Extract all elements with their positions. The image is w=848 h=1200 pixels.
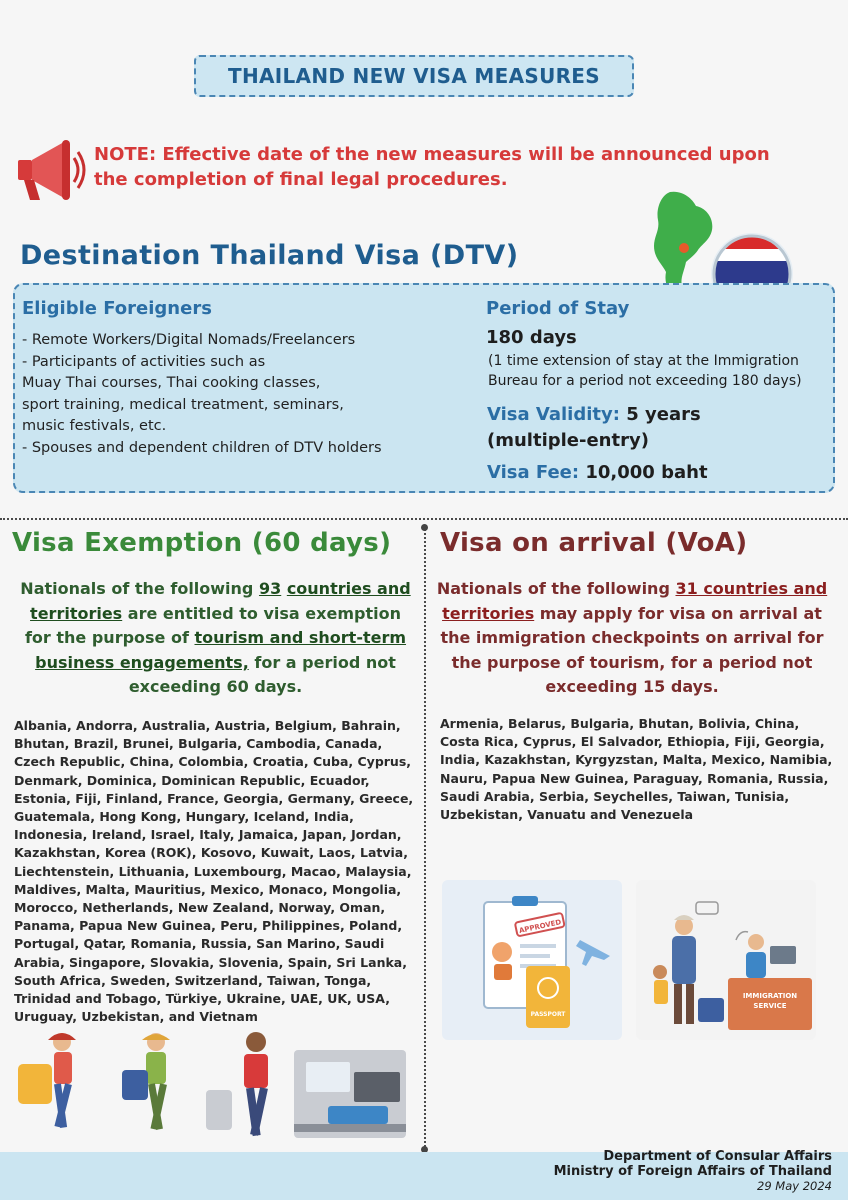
voa-count: 31 countries and territories: [442, 579, 828, 623]
divider-dot: [421, 524, 428, 531]
validity-value: 5 years: [626, 404, 701, 425]
list-item: music festivals, etc.: [22, 418, 167, 434]
fee-label: Visa Fee:: [487, 462, 580, 483]
stay-value: 180 days: [486, 327, 577, 348]
exemption-purpose: tourism and short-term business engagements,: [35, 628, 407, 672]
exemption-countries-label: countries and territories: [30, 579, 411, 623]
passport-label: PASSPORT: [530, 1011, 566, 1018]
immigration-illustration: [636, 880, 816, 1040]
list-item: sport training, medical treatment, seminars,: [22, 396, 344, 413]
stay-heading: Period of Stay: [486, 298, 630, 319]
validity-label: Visa Validity:: [487, 404, 620, 425]
effective-date-note: [94, 142, 834, 192]
voa-country-list: Armenia, Belarus, Bulgaria, Bhutan, Bolivia, China, Costa Rica, Cyprus, El Salvador, Ethiopia, Fiji, Georgia, India, Kazakhstan, Kyrgyzstan, Malta, Mexico, Namibia, Nauru, Papua New Guinea, Paraguay, Romania, Russia, Saudi Arabia, Serbia, Seychelles, Taiwan, Tunisia, Uzbekistan, Vanuatu and Venezuela: [440, 716, 833, 823]
exemption-country-list: Albania, Andorra, Australia, Austria, Belgium, Bahrain, Bhutan, Brazil, Brunei, Bulgaria, Cambodia, Canada, Czech Republic, China, Colombia, Croatia, Cuba, Cyprus, Denmark, Dominica, Dominican Republic, Ecuador, Estonia, Fiji, Finland, France, Georgia, Germany, Greece, Guatemala, Hong Kong, Hungary, Iceland, India, Indonesia, Ireland, Israel, Italy, Jamaica, Japan, Jordan, Kazakhstan, Korea (ROK), Kosovo, Kuwait, Laos, Latvia, Liechtenstein, Lithuania, Luxembourg, Macao, Malaysia, Maldives, Malta, Mauritius, Mexico, Monaco, Mongolia, Morocco, Netherlands, New Zealand, Norway, Oman, Panama, Papua New Guinea, Peru, Philippines, Poland, Portugal, Qatar, Romania, Russia, San Marino, Saudi Arabia, Singapore, Slovakia, Slovenia, Spain, Sri Lanka, South Africa, Sweden, Switzerland, Taiwan, Tonga, Trinidad and Tobago, Türkiye, Ukraine, UAE, UK, USA, Uruguay, Uzbekistan, and Vietnam: [14, 718, 414, 1025]
footer-department: Department of Consular Affairs: [603, 1149, 832, 1164]
list-item: - Spouses and dependent children of DTV holders: [22, 439, 382, 456]
exemption-heading: Visa Exemption (60 days): [12, 528, 392, 558]
note-line-1: NOTE: Effective date of the new measures will be announced upon: [94, 144, 770, 165]
exemption-count: 93: [258, 579, 282, 598]
visa-validity: [487, 402, 701, 454]
footer-date: 29 May 2024: [757, 1179, 832, 1193]
exemption-intro: [18, 577, 413, 700]
megaphone-icon: [12, 132, 88, 208]
voa-intro-a: Nationals of the following: [436, 579, 670, 598]
approved-stamp-text: APPROVED: [518, 918, 562, 935]
immigration-label-2: SERVICE: [753, 1002, 787, 1010]
horizontal-divider: [0, 518, 848, 520]
voa-intro-c: may apply for visa on arrival at the immigration checkpoints on arrival for the purpose of tourism, for a period not exceeding 15 days.: [440, 603, 824, 696]
list-item: - Remote Workers/Digital Nomads/Freelancers: [22, 332, 356, 348]
travelers-illustration: [10, 1020, 410, 1148]
dtv-heading: Destination Thailand Visa (DTV): [20, 240, 519, 271]
fee-value: 10,000 baht: [585, 462, 708, 483]
footer: [554, 1149, 832, 1194]
exemption-intro-a: Nationals of the following: [20, 579, 254, 598]
stay-note-line-2: Bureau for a period not exceeding 180 days): [488, 373, 802, 389]
voa-intro: [432, 577, 832, 700]
passport-illustration: [442, 880, 622, 1040]
validity-value-2: (multiple-entry): [487, 430, 649, 451]
footer-ministry: Ministry of Foreign Affairs of Thailand: [553, 1164, 832, 1179]
title-banner: [194, 55, 634, 97]
eligible-list: [22, 330, 472, 459]
vertical-divider: [424, 526, 426, 1151]
exemption-intro-f: for a period not exceeding 60 days.: [128, 652, 396, 696]
visa-fee: [487, 462, 708, 483]
eligible-heading: Eligible Foreigners: [22, 298, 212, 319]
voa-heading: Visa on arrival (VoA): [440, 528, 748, 558]
stay-note-line-1: (1 time extension of stay at the Immigration: [488, 353, 799, 369]
list-item: Muay Thai courses, Thai cooking classes,: [22, 375, 321, 391]
page-title: THAILAND NEW VISA MEASURES: [228, 64, 600, 88]
list-item: - Participants of activities such as: [22, 353, 266, 370]
stay-note: [488, 351, 828, 391]
immigration-label-1: IMMIGRATION: [742, 992, 798, 1000]
exemption-intro-d: are entitled to visa exemption for the purpose of: [24, 603, 401, 647]
note-line-2: the completion of final legal procedures.: [94, 169, 508, 190]
